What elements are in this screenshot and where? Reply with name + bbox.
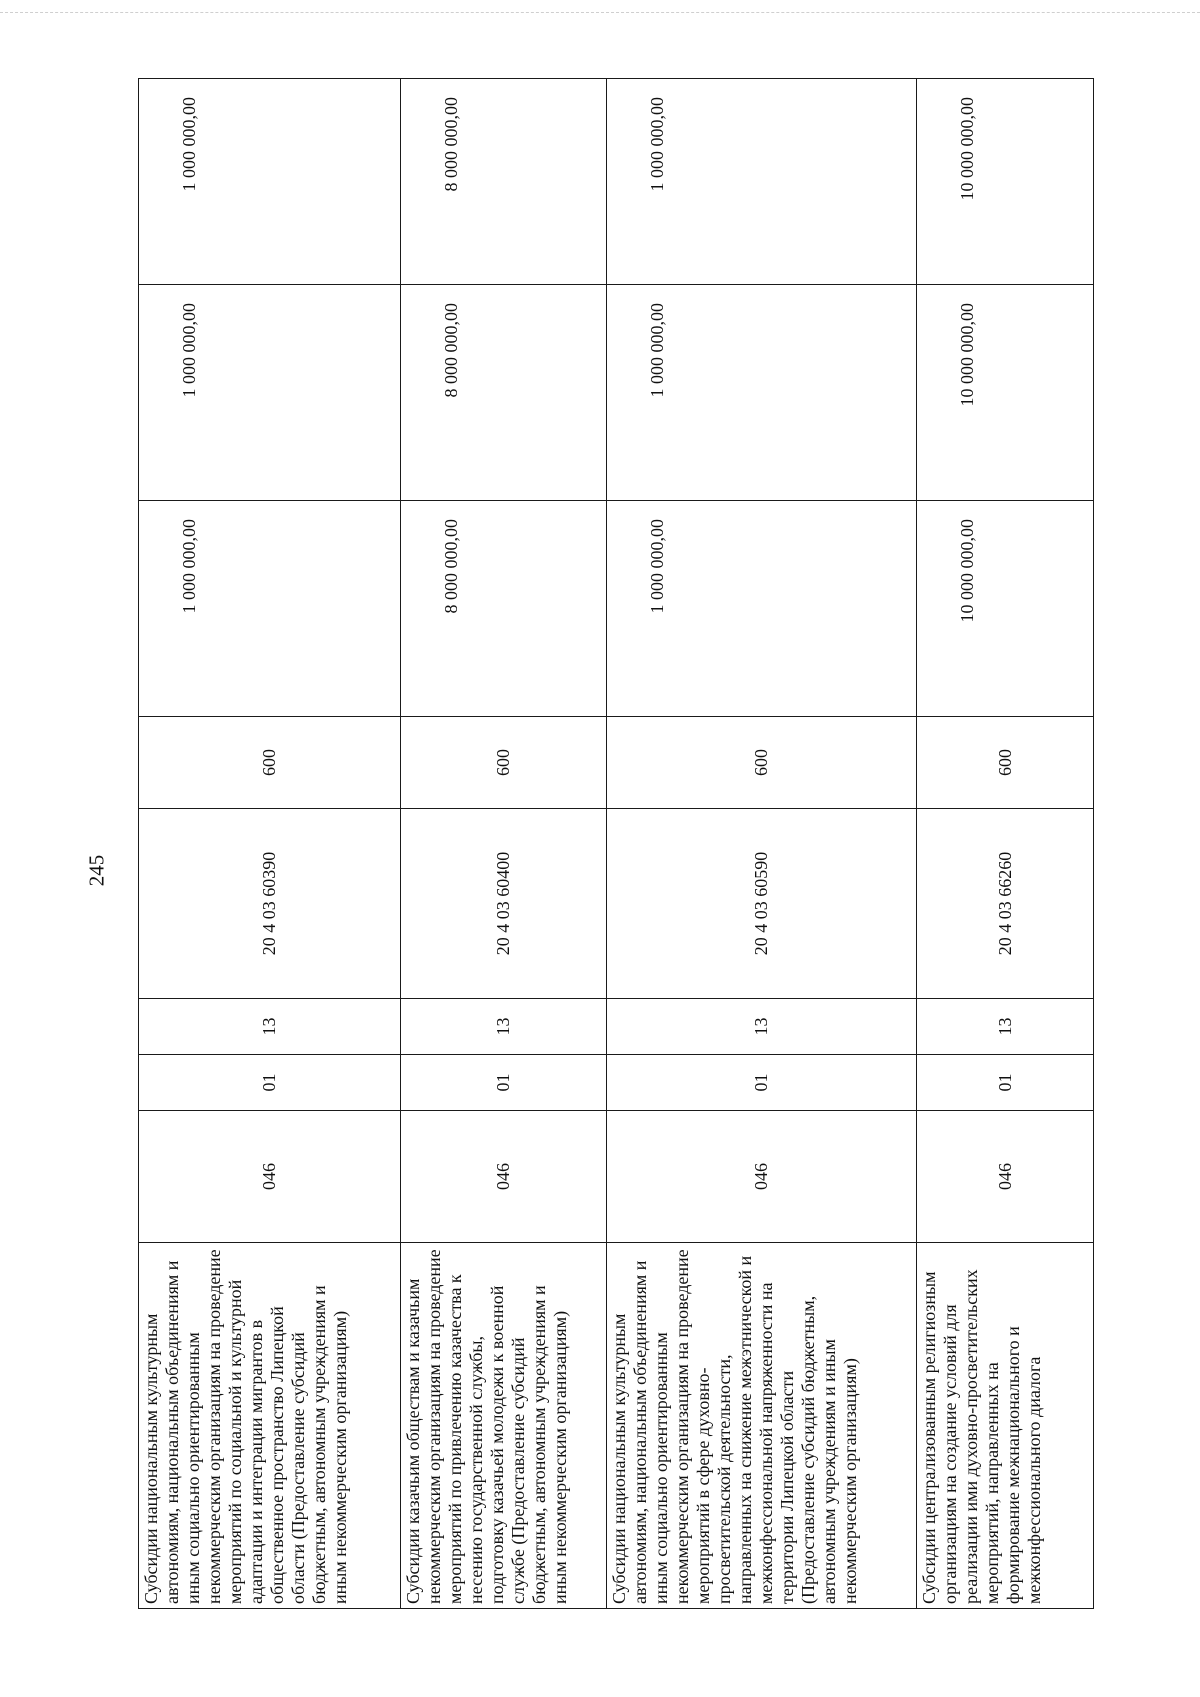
subsection-code: 13 bbox=[139, 999, 401, 1055]
section-code: 01 bbox=[607, 1055, 917, 1111]
target-article-code: 20 4 03 66260 bbox=[917, 809, 1094, 999]
target-article-code: 20 4 03 60590 bbox=[607, 809, 917, 999]
budget-table bbox=[138, 78, 1094, 1609]
row-description: Субсидии национальным культурным автономиям, национальным объединениям и иным социально ориентированным некоммерческим организациям на проведение мероприятий в сфере духовно-просветительской деятельности, направленных на снижение межэтнической и межконфессиональной напряженности на территории Липецкой области (Предоставление субсидий бюджетным, автономным учреждениям и иным некоммерческим организациям) bbox=[607, 1243, 917, 1609]
target-article-code: 20 4 03 60390 bbox=[139, 809, 401, 999]
subsection-code: 13 bbox=[607, 999, 917, 1055]
amount-year-1: 1 000 000,00 bbox=[139, 501, 401, 717]
subsection-code: 13 bbox=[401, 999, 607, 1055]
amount-year-2: 1 000 000,00 bbox=[139, 285, 401, 501]
expense-type-code: 600 bbox=[139, 717, 401, 809]
amount-year-1: 8 000 000,00 bbox=[401, 501, 607, 717]
table-row bbox=[607, 79, 917, 1609]
expense-type-code: 600 bbox=[607, 717, 917, 809]
scan-edge-line bbox=[0, 12, 1200, 13]
amount-year-3: 1 000 000,00 bbox=[607, 79, 917, 285]
amount-year-2: 8 000 000,00 bbox=[401, 285, 607, 501]
ministry-code: 046 bbox=[917, 1111, 1094, 1243]
amount-year-3: 8 000 000,00 bbox=[401, 79, 607, 285]
ministry-code: 046 bbox=[139, 1111, 401, 1243]
amount-year-2: 1 000 000,00 bbox=[607, 285, 917, 501]
amount-year-1: 10 000 000,00 bbox=[917, 501, 1094, 717]
ministry-code: 046 bbox=[401, 1111, 607, 1243]
table-row bbox=[917, 79, 1094, 1609]
amount-year-1: 1 000 000,00 bbox=[607, 501, 917, 717]
subsection-code: 13 bbox=[917, 999, 1094, 1055]
amount-year-3: 10 000 000,00 bbox=[917, 79, 1094, 285]
section-code: 01 bbox=[917, 1055, 1094, 1111]
target-article-code: 20 4 03 60400 bbox=[401, 809, 607, 999]
table-row bbox=[139, 79, 401, 1609]
row-description: Субсидии национальным культурным автономиям, национальным объединениям и иным социально ориентированным некоммерческим организациям на проведение мероприятий по социальной и культурной адаптации и интеграции мигрантов в общественное пространство Липецкой области (Предоставление субсидий бюджетным, автономным учреждениям и иным некоммерческим организациям) bbox=[139, 1243, 401, 1609]
ministry-code: 046 bbox=[607, 1111, 917, 1243]
amount-year-3: 1 000 000,00 bbox=[139, 79, 401, 285]
amount-year-2: 10 000 000,00 bbox=[917, 285, 1094, 501]
section-code: 01 bbox=[139, 1055, 401, 1111]
section-code: 01 bbox=[401, 1055, 607, 1111]
row-description: Субсидии казачьим обществам и казачьим некоммерческим организациям на проведение мероприятий по привлечению казачества к несению государственной службы, подготовку казачьей молодежи к военной службе (Предоставление субсидий бюджетным, автономным учреждениям и иным некоммерческим организациям) bbox=[401, 1243, 607, 1609]
expense-type-code: 600 bbox=[917, 717, 1094, 809]
table-row bbox=[401, 79, 607, 1609]
rotated-budget-table bbox=[138, 79, 1093, 1609]
expense-type-code: 600 bbox=[401, 717, 607, 809]
row-description: Субсидии централизованным религиозным организациям на создание условий для реализации ими духовно-просветительских мероприятий, направленных на формирование межнационального и межконфессионального диалога bbox=[917, 1243, 1094, 1609]
page-number: 245 bbox=[84, 854, 109, 887]
